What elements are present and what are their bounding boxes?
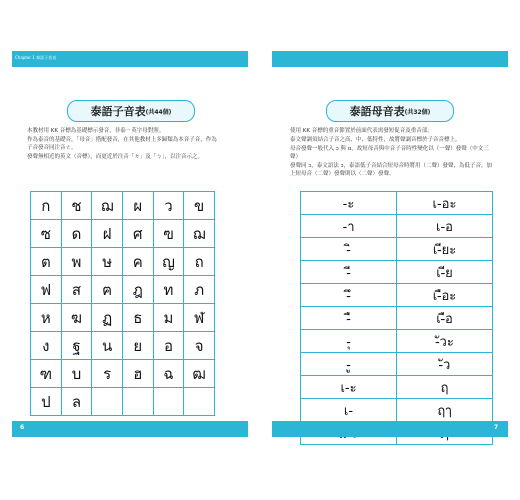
note-1: 本教材用 KK 音標為基礎標示發音，非泰－英字母對照。: [27, 128, 165, 134]
vnote-4: 發聲同 ɔ，泰文語法 ɔ，泰語低子音結合短母音時將用（二聲）發聲，為低子音，加上短母音（二聲）發聲則以（二聲）發聲。: [290, 163, 493, 177]
vowel-cell: -ึ: [300, 283, 397, 307]
vowel-title-text: 泰語母音表: [349, 105, 405, 118]
consonant-cell: ร: [91, 359, 123, 388]
consonant-cell: ฅ: [91, 275, 123, 304]
consonant-cell: ฏ: [91, 303, 123, 332]
consonant-cell: น: [91, 331, 123, 360]
consonant-cell: บ: [61, 359, 93, 388]
consonant-cell: ษ: [91, 247, 123, 276]
consonant-cell: ว: [153, 191, 185, 220]
consonant-title: [67, 100, 195, 122]
vowel-cell: เ-: [300, 398, 397, 422]
vowel-title: [326, 100, 454, 122]
consonant-cell: ง: [30, 331, 62, 360]
vowel-cell: เ-ือะ: [396, 283, 493, 307]
vowel-grid: [300, 191, 492, 444]
left-page-number: 6: [20, 424, 25, 431]
vowel-cell: ฤๅ: [396, 398, 493, 422]
consonant-cell: ฟ: [30, 275, 62, 304]
consonant-cell: ญ: [153, 247, 185, 276]
right-page-number: 7: [494, 424, 499, 431]
consonant-cell: ด: [61, 219, 93, 248]
consonant-cell: ฃ: [153, 219, 185, 248]
consonant-cell: จ: [183, 331, 215, 360]
vowel-cell: เ-ะ: [300, 375, 397, 399]
vowel-cell: -า: [300, 214, 397, 238]
consonant-cell: ท: [153, 275, 185, 304]
consonant-cell: ห: [30, 303, 62, 332]
vowel-cell: -ัว: [396, 352, 493, 376]
note-3: 發聲無相近的英文（音標），而更近於注音「ㄉ」及「ㄅ」，以注音示之。: [27, 154, 204, 160]
vowel-cell: -ี: [300, 260, 397, 284]
consonant-cell: ค: [122, 247, 154, 276]
consonant-cell: ข: [183, 191, 215, 220]
consonant-cell: ถ: [183, 247, 215, 276]
vnote-3: 母音發聲一般代入 ɔ 與 ɑ，故短母音與中音子音時性變化以（一聲）發聲（中文三聲）: [290, 146, 489, 160]
note-2: 作為泰音的基礎音，「母音」搭配發音，在其他教材上多歸類為本音子音，作為子音發音同注音ㄜ。: [27, 137, 217, 151]
vowel-cell: เ-ีย: [396, 260, 493, 284]
consonant-cell: ฑ: [30, 359, 62, 388]
consonant-cell: ป: [30, 387, 62, 416]
vowel-cell: -ัวะ: [396, 329, 493, 353]
consonant-count: (共44個): [145, 108, 172, 116]
consonant-cell: พ: [61, 247, 93, 276]
consonant-cell: ศ: [122, 219, 154, 248]
consonant-cell-empty: [183, 387, 215, 416]
vowel-cell: -ิ: [300, 237, 397, 261]
vowel-cell: ฤ: [396, 375, 493, 399]
consonant-cell: ฒ: [183, 359, 215, 388]
consonant-cell: ฬ: [183, 303, 215, 332]
consonant-cell: ฝ: [91, 219, 123, 248]
vowel-cell: เ-อ: [396, 214, 493, 238]
right-footer-bar: [272, 421, 508, 437]
consonant-cell: ภ: [183, 275, 215, 304]
vowel-cell: เ-ียะ: [396, 237, 493, 261]
consonant-cell: ฎ: [122, 275, 154, 304]
vnote-1: 使用 KK 音標的重音節置於前面代表需發短促音及重音部。: [290, 128, 433, 134]
consonant-cell-empty: [122, 387, 154, 416]
chapter-label: Chapter 1 泰語子音表: [15, 55, 57, 60]
consonant-cell: ส: [61, 275, 93, 304]
consonant-cell-empty: [153, 387, 185, 416]
consonant-cell: ช: [61, 191, 93, 220]
consonant-notes: [27, 127, 221, 162]
vowel-cell: -ะ: [300, 191, 397, 215]
vowel-cell: เ-อะ: [396, 191, 493, 215]
left-footer-bar: [12, 421, 248, 437]
vnote-2: 泰文聲調須結合子音之高、中、低特性，故將聲調音標於子音音標上。: [290, 137, 461, 143]
consonant-cell: ฌ: [183, 219, 215, 248]
consonant-cell: ซ: [30, 219, 62, 248]
consonant-cell: ม: [153, 303, 185, 332]
consonant-cell: ฆ: [61, 303, 93, 332]
consonant-cell: ย: [122, 331, 154, 360]
vowel-cell: -ู: [300, 352, 397, 376]
consonant-cell: ล: [61, 387, 93, 416]
vowel-notes: [290, 127, 494, 179]
consonant-cell: ก: [30, 191, 62, 220]
consonant-cell: ฐ: [61, 331, 93, 360]
consonant-cell: ฉ: [153, 359, 185, 388]
consonant-title-text: 泰語子音表: [90, 105, 146, 118]
right-header-bar: [272, 51, 508, 67]
vowel-cell: เ-ือ: [396, 306, 493, 330]
consonant-cell: ต: [30, 247, 62, 276]
consonant-cell: ฌ: [91, 191, 123, 220]
consonant-grid: [30, 191, 214, 415]
consonant-cell-empty: [91, 387, 123, 416]
consonant-cell: ธ: [122, 303, 154, 332]
vowel-cell: -ื: [300, 306, 397, 330]
consonant-cell: ผ: [122, 191, 154, 220]
consonant-cell: ฮ: [122, 359, 154, 388]
consonant-cell: อ: [153, 331, 185, 360]
vowel-count: (共32個): [404, 108, 431, 116]
vowel-cell: -ุ: [300, 329, 397, 353]
